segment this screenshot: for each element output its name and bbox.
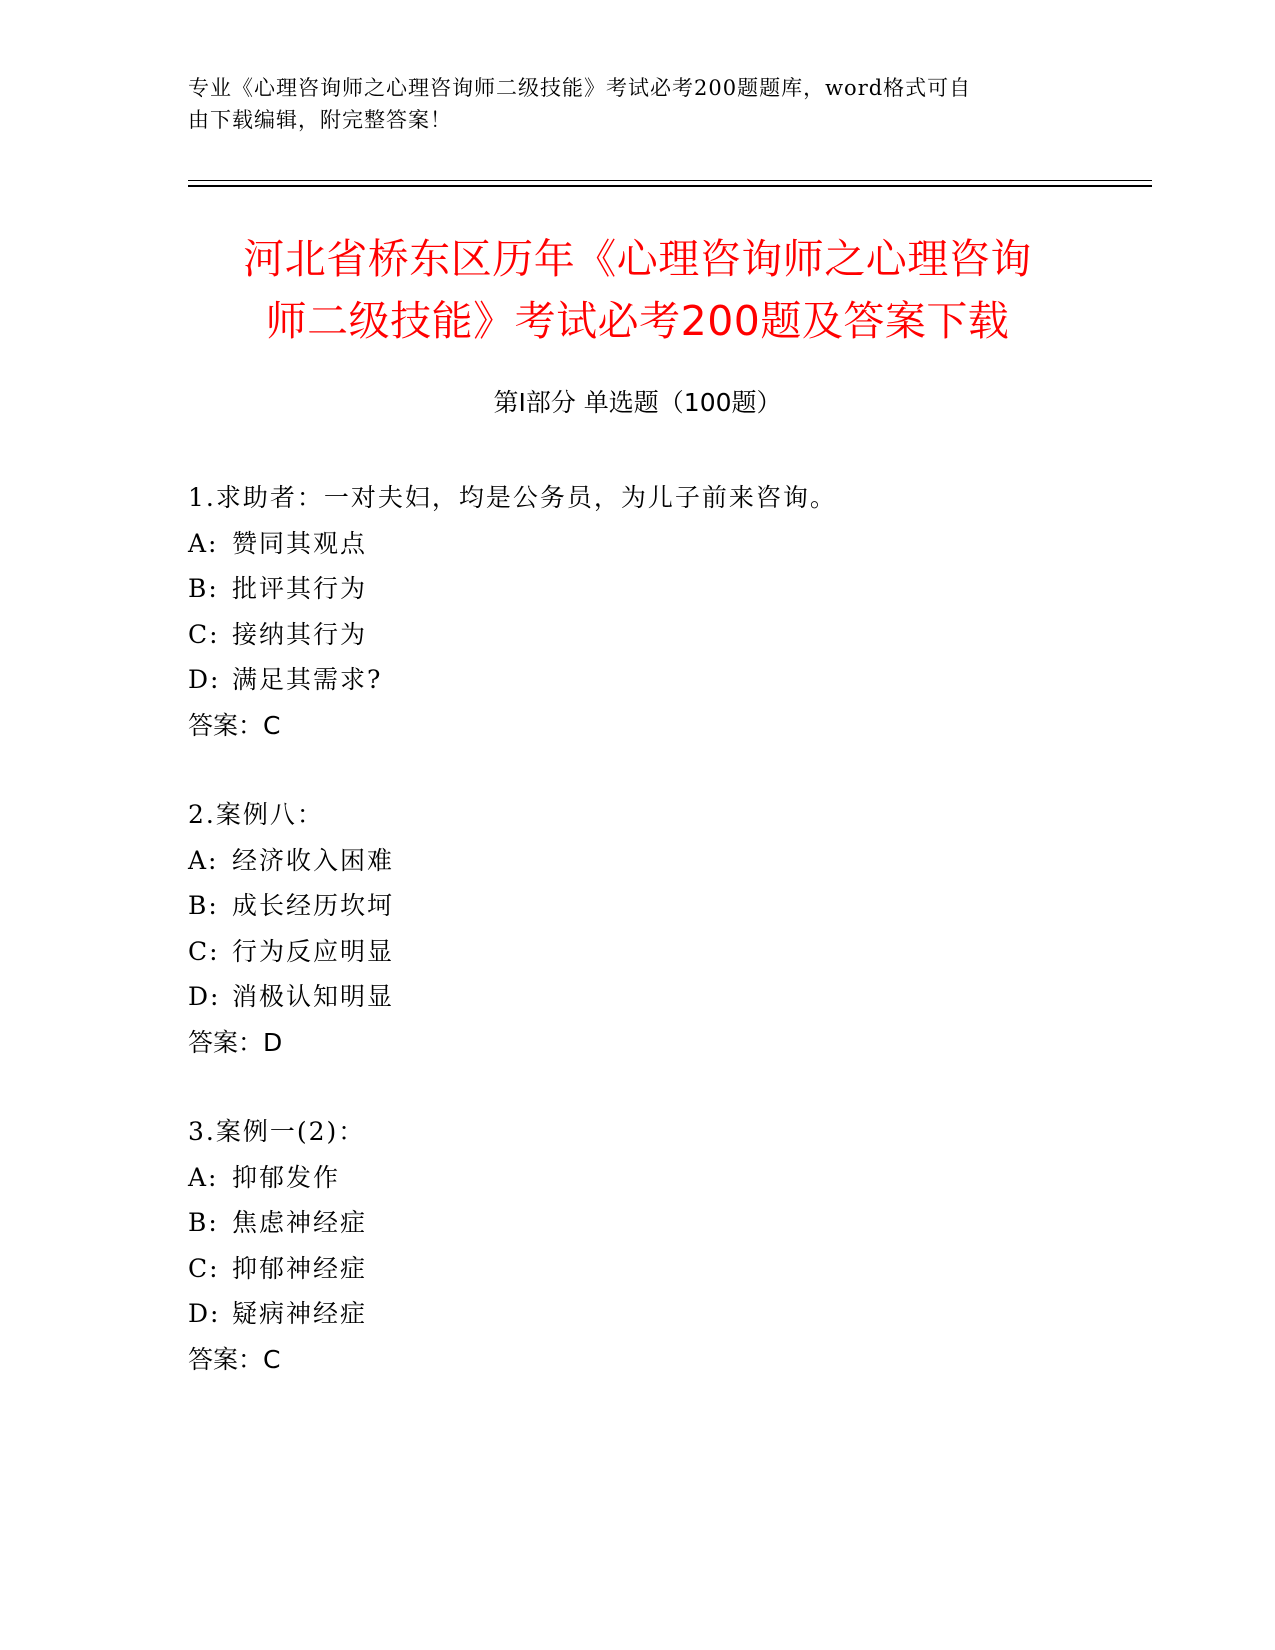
option-text: 焦虑神经症 [232, 1208, 368, 1237]
option-b [188, 883, 1088, 929]
option-text: 抑郁神经症 [232, 1253, 368, 1283]
option-text: 满足其需求? [232, 665, 383, 694]
header-note [188, 72, 1088, 136]
option-text: 行为反应明显 [232, 936, 395, 966]
option-letter: D: [188, 982, 221, 1011]
question-stem: 2.案例八： [188, 800, 324, 829]
question-stem: 1.求助者：一对夫妇，均是公务员，为儿子前来咨询。 [188, 483, 837, 512]
option-letter: D: [188, 1299, 221, 1328]
option-text: 成长经历坎坷 [232, 891, 395, 920]
title-line: 师二级技能》考试必考200题及答案下载 [265, 297, 1010, 345]
answer-line: 答案：D [188, 1027, 283, 1057]
option-letter: C: [188, 619, 220, 649]
option-a [188, 1155, 1088, 1201]
option-a [188, 521, 1088, 567]
header-note-line: 专业《心理咨询师之心理咨询师二级技能》考试必考200题题库，word格式可自 [188, 76, 972, 100]
option-letter: A: [188, 1162, 219, 1192]
question-item [188, 1109, 1088, 1382]
option-a [188, 838, 1088, 884]
option-d [188, 974, 1088, 1020]
question-item [188, 792, 1088, 1065]
header-divider-thick [188, 185, 1152, 187]
option-b [188, 566, 1088, 612]
option-d [188, 657, 1088, 703]
option-c [188, 929, 1088, 975]
document-title [150, 228, 1125, 352]
option-text: 抑郁发作 [232, 1162, 341, 1192]
option-letter: B: [188, 574, 219, 603]
option-letter: A: [188, 528, 219, 558]
option-text: 赞同其观点 [232, 528, 368, 558]
option-letter: B: [188, 891, 219, 920]
question-list [188, 475, 1088, 1426]
option-c [188, 1246, 1088, 1292]
option-text: 疑病神经症 [232, 1299, 368, 1328]
option-text: 批评其行为 [232, 574, 368, 603]
header-divider-thin [188, 180, 1152, 181]
option-letter: C: [188, 936, 220, 966]
header-note-line: 由下载编辑，附完整答案！ [188, 108, 452, 132]
option-letter: D: [188, 665, 221, 694]
option-text: 接纳其行为 [232, 619, 368, 649]
question-stem: 3.案例一(2)： [188, 1117, 366, 1146]
option-d [188, 1291, 1088, 1337]
option-letter: A: [188, 845, 219, 875]
section-heading: 第Ⅰ部分 单选题（100题） [493, 388, 782, 417]
question-item [188, 475, 1088, 748]
option-letter: B: [188, 1208, 219, 1237]
answer-line: 答案：C [188, 710, 281, 740]
title-line: 河北省桥东区历年《心理咨询师之心理咨询 [243, 235, 1032, 283]
option-c [188, 612, 1088, 658]
answer-line: 答案：C [188, 1344, 281, 1374]
option-b [188, 1200, 1088, 1246]
option-letter: C: [188, 1253, 220, 1283]
option-text: 经济收入困难 [232, 845, 395, 875]
option-text: 消极认知明显 [232, 982, 395, 1011]
